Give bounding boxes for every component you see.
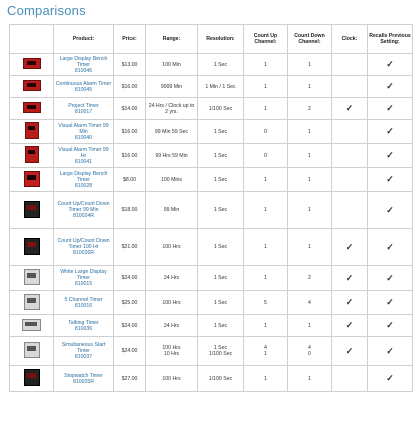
count-down-cell: 4 (288, 291, 332, 315)
recalls-check-cell: ✓ (368, 192, 413, 229)
product-cell (54, 144, 114, 168)
range-cell: 100 Hrs (146, 229, 198, 266)
product-sku-link[interactable]: 810036 (74, 325, 93, 332)
clock-check-cell (332, 168, 368, 192)
count-up-cell: 1 (244, 315, 288, 337)
product-image-cell[interactable] (10, 229, 54, 266)
product-image-cell[interactable] (10, 98, 54, 120)
table-row (10, 337, 413, 366)
price-cell: $16.00 (114, 144, 146, 168)
table-body (10, 54, 413, 392)
recalls-check-cell: ✓ (368, 144, 413, 168)
count-up-cell: 1 (244, 192, 288, 229)
count-up-cell: 1 (244, 366, 288, 392)
col-header-recalls: Recalls Previous Setting: (368, 25, 413, 54)
clock-check-cell: ✓ (332, 98, 368, 120)
table-row (10, 120, 413, 144)
comparison-table (9, 24, 413, 392)
range-cell: 99 Hrs 59 Min (146, 144, 198, 168)
product-cell (54, 291, 114, 315)
product-name-link[interactable]: Large Display Bench Timer (59, 170, 108, 183)
resolution-cell: 1 Sec (198, 315, 244, 337)
col-header-count-up: Count Up Channel: (244, 25, 288, 54)
col-header-image (10, 25, 54, 54)
range-cell: 9999 Min (146, 76, 198, 98)
product-thumbnail[interactable] (23, 102, 41, 113)
count-down-cell: 2 (288, 266, 332, 291)
count-down-cell: 1 (288, 144, 332, 168)
resolution-cell: 1 Sec (198, 192, 244, 229)
table-row (10, 76, 413, 98)
product-image-cell[interactable] (10, 366, 54, 392)
count-down-cell: 4 0 (288, 337, 332, 366)
clock-check-cell: ✓ (332, 337, 368, 366)
product-sku-link[interactable]: 810026R (72, 250, 95, 256)
product-sku-link[interactable]: 810046 (74, 67, 93, 74)
product-sku-link[interactable]: 810015 (74, 281, 93, 287)
price-cell: $27.00 (114, 366, 146, 392)
product-image-cell[interactable] (10, 337, 54, 366)
page-title: Comparisons (7, 3, 86, 18)
product-image-cell[interactable] (10, 54, 54, 76)
product-thumbnail[interactable] (24, 171, 40, 187)
price-cell: $16.00 (114, 76, 146, 98)
count-down-cell: 1 (288, 229, 332, 266)
product-cell (54, 120, 114, 144)
resolution-cell: 1 Sec 1/100 Sec (198, 337, 244, 366)
product-sku-link[interactable]: 810041 (74, 158, 93, 165)
count-down-cell: 1 (288, 54, 332, 76)
product-name-link[interactable]: Visual Alarm Timer 99 Hr (58, 146, 109, 159)
resolution-cell: 1 Sec (198, 291, 244, 315)
recalls-check-cell: ✓ (368, 366, 413, 392)
product-thumbnail[interactable] (23, 80, 41, 91)
range-cell: 24 Hrs / Clock up to 2 yrs. (146, 98, 198, 120)
table-row (10, 168, 413, 192)
table-row (10, 266, 413, 291)
col-header-resolution: Resolution: (198, 25, 244, 54)
table-row (10, 98, 413, 120)
product-sku-link[interactable]: 810017 (74, 108, 93, 115)
product-name-link[interactable]: Stopwatch Timer (64, 372, 103, 379)
price-cell: $14.00 (114, 98, 146, 120)
product-image-cell[interactable] (10, 266, 54, 291)
price-cell: $13.00 (114, 54, 146, 76)
product-image-cell[interactable] (10, 144, 54, 168)
product-image-cell[interactable] (10, 120, 54, 144)
product-sku-link[interactable]: 810037 (74, 354, 93, 360)
count-down-cell: 1 (288, 168, 332, 192)
product-name-link[interactable]: Project Timer (68, 102, 99, 109)
recalls-check-cell: ✓ (368, 291, 413, 315)
clock-check-cell (332, 366, 368, 392)
count-down-cell: 1 (288, 76, 332, 98)
count-up-cell: 1 (244, 168, 288, 192)
count-up-cell: 1 (244, 98, 288, 120)
product-name-link[interactable]: Continuous Alarm Timer (55, 80, 112, 87)
resolution-cell: 1 Sec (198, 54, 244, 76)
product-cell (54, 192, 114, 229)
product-image-cell[interactable] (10, 168, 54, 192)
col-header-range: Range: (146, 25, 198, 54)
product-cell (54, 229, 114, 266)
product-cell (54, 366, 114, 392)
product-thumbnail[interactable] (24, 342, 40, 358)
col-header-clock: Clock: (332, 25, 368, 54)
resolution-cell: 1 Min / 1 Sec (198, 76, 244, 98)
range-cell: 99 Min (146, 192, 198, 229)
count-down-cell: 1 (288, 315, 332, 337)
clock-check-cell (332, 192, 368, 229)
product-sku-link[interactable]: 810024R (72, 213, 95, 219)
resolution-cell: 1 Sec (198, 229, 244, 266)
count-down-cell: 1 (288, 366, 332, 392)
product-thumbnail[interactable] (25, 122, 39, 139)
count-down-cell: 1 (288, 120, 332, 144)
product-cell (54, 76, 114, 98)
product-sku-link[interactable]: 810016 (74, 302, 93, 309)
table-header-row (10, 25, 413, 54)
recalls-check-cell: ✓ (368, 229, 413, 266)
clock-check-cell: ✓ (332, 266, 368, 291)
range-cell: 99 Min 59 Sec (146, 120, 198, 144)
table-row (10, 315, 413, 337)
range-cell: 24 Hrs (146, 266, 198, 291)
product-thumbnail[interactable] (24, 294, 40, 310)
col-header-product: Product: (54, 25, 114, 54)
price-cell: $18.00 (114, 192, 146, 229)
count-down-cell: 1 (288, 192, 332, 229)
clock-check-cell: ✓ (332, 229, 368, 266)
range-cell: 100 Hrs (146, 291, 198, 315)
table-row (10, 54, 413, 76)
price-cell: $24.00 (114, 266, 146, 291)
product-name-link[interactable]: Large Display Bench Timer (59, 55, 108, 68)
range-cell: 24 Hrs (146, 315, 198, 337)
range-cell: 100 Mins (146, 168, 198, 192)
count-down-cell: 2 (288, 98, 332, 120)
clock-check-cell (332, 54, 368, 76)
range-cell: 100 Hrs 10 Hrs (146, 337, 198, 366)
table-row (10, 192, 413, 229)
product-sku-link[interactable]: 810025R (72, 378, 95, 385)
product-name-link[interactable]: White Large Display Timer (60, 269, 107, 281)
resolution-cell: 1 Sec (198, 266, 244, 291)
recalls-check-cell: ✓ (368, 168, 413, 192)
product-name-link[interactable]: Talking Timer (68, 319, 99, 326)
price-cell: $24.00 (114, 315, 146, 337)
table-row (10, 291, 413, 315)
clock-check-cell (332, 120, 368, 144)
product-sku-link[interactable]: 810028 (74, 182, 93, 189)
table-row (10, 366, 413, 392)
resolution-cell: 1 Sec (198, 120, 244, 144)
product-thumbnail[interactable] (24, 238, 40, 255)
table-row (10, 229, 413, 266)
recalls-check-cell: ✓ (368, 98, 413, 120)
product-cell (54, 315, 114, 337)
col-header-price: Price: (114, 25, 146, 54)
product-name-link[interactable]: Count Up/Count Down Timer 99 Min (57, 201, 110, 213)
count-up-cell: 5 (244, 291, 288, 315)
recalls-check-cell: ✓ (368, 54, 413, 76)
recalls-check-cell: ✓ (368, 120, 413, 144)
product-cell (54, 337, 114, 366)
product-cell (54, 168, 114, 192)
count-up-cell: 4 1 (244, 337, 288, 366)
clock-check-cell: ✓ (332, 291, 368, 315)
product-name-link[interactable]: Simultaneous Start Timer (61, 342, 106, 354)
count-up-cell: 1 (244, 229, 288, 266)
resolution-cell: 1/100 Sec (198, 98, 244, 120)
product-thumbnail[interactable] (24, 201, 40, 218)
product-thumbnail[interactable] (24, 369, 40, 386)
product-thumbnail[interactable] (25, 146, 39, 163)
product-cell (54, 266, 114, 291)
price-cell: $8.00 (114, 168, 146, 192)
product-image-cell[interactable] (10, 315, 54, 337)
product-thumbnail[interactable] (23, 58, 41, 69)
range-cell: 100 Min (146, 54, 198, 76)
product-image-cell[interactable] (10, 76, 54, 98)
count-up-cell: 1 (244, 76, 288, 98)
count-up-cell: 0 (244, 120, 288, 144)
clock-check-cell: ✓ (332, 315, 368, 337)
count-up-cell: 0 (244, 144, 288, 168)
product-image-cell[interactable] (10, 291, 54, 315)
product-image-cell[interactable] (10, 192, 54, 229)
clock-check-cell (332, 144, 368, 168)
col-header-count-down: Count Down Channel: (288, 25, 332, 54)
recalls-check-cell: ✓ (368, 315, 413, 337)
product-thumbnail[interactable] (22, 319, 41, 331)
count-up-cell: 1 (244, 266, 288, 291)
clock-check-cell (332, 76, 368, 98)
count-up-cell: 1 (244, 54, 288, 76)
product-name-link[interactable]: Visual Alarm Timer 99 Min (58, 122, 109, 135)
product-cell (54, 54, 114, 76)
product-sku-link[interactable]: 810040 (74, 134, 93, 141)
recalls-check-cell: ✓ (368, 266, 413, 291)
table-row (10, 144, 413, 168)
price-cell: $25.00 (114, 291, 146, 315)
price-cell: $24.00 (114, 337, 146, 366)
resolution-cell: 1 Sec (198, 168, 244, 192)
product-cell (54, 98, 114, 120)
recalls-check-cell: ✓ (368, 337, 413, 366)
product-name-link[interactable]: Count Up/Count Down Timer 100 Hr (57, 238, 110, 250)
product-thumbnail[interactable] (24, 269, 40, 285)
product-name-link[interactable]: 5 Channel Timer (64, 296, 103, 303)
product-sku-link[interactable]: 810045 (74, 86, 93, 93)
resolution-cell: 1/100 Sec (198, 366, 244, 392)
recalls-check-cell: ✓ (368, 76, 413, 98)
range-cell: 100 Hrs (146, 366, 198, 392)
price-cell: $16.00 (114, 120, 146, 144)
price-cell: $21.00 (114, 229, 146, 266)
resolution-cell: 1 Sec (198, 144, 244, 168)
